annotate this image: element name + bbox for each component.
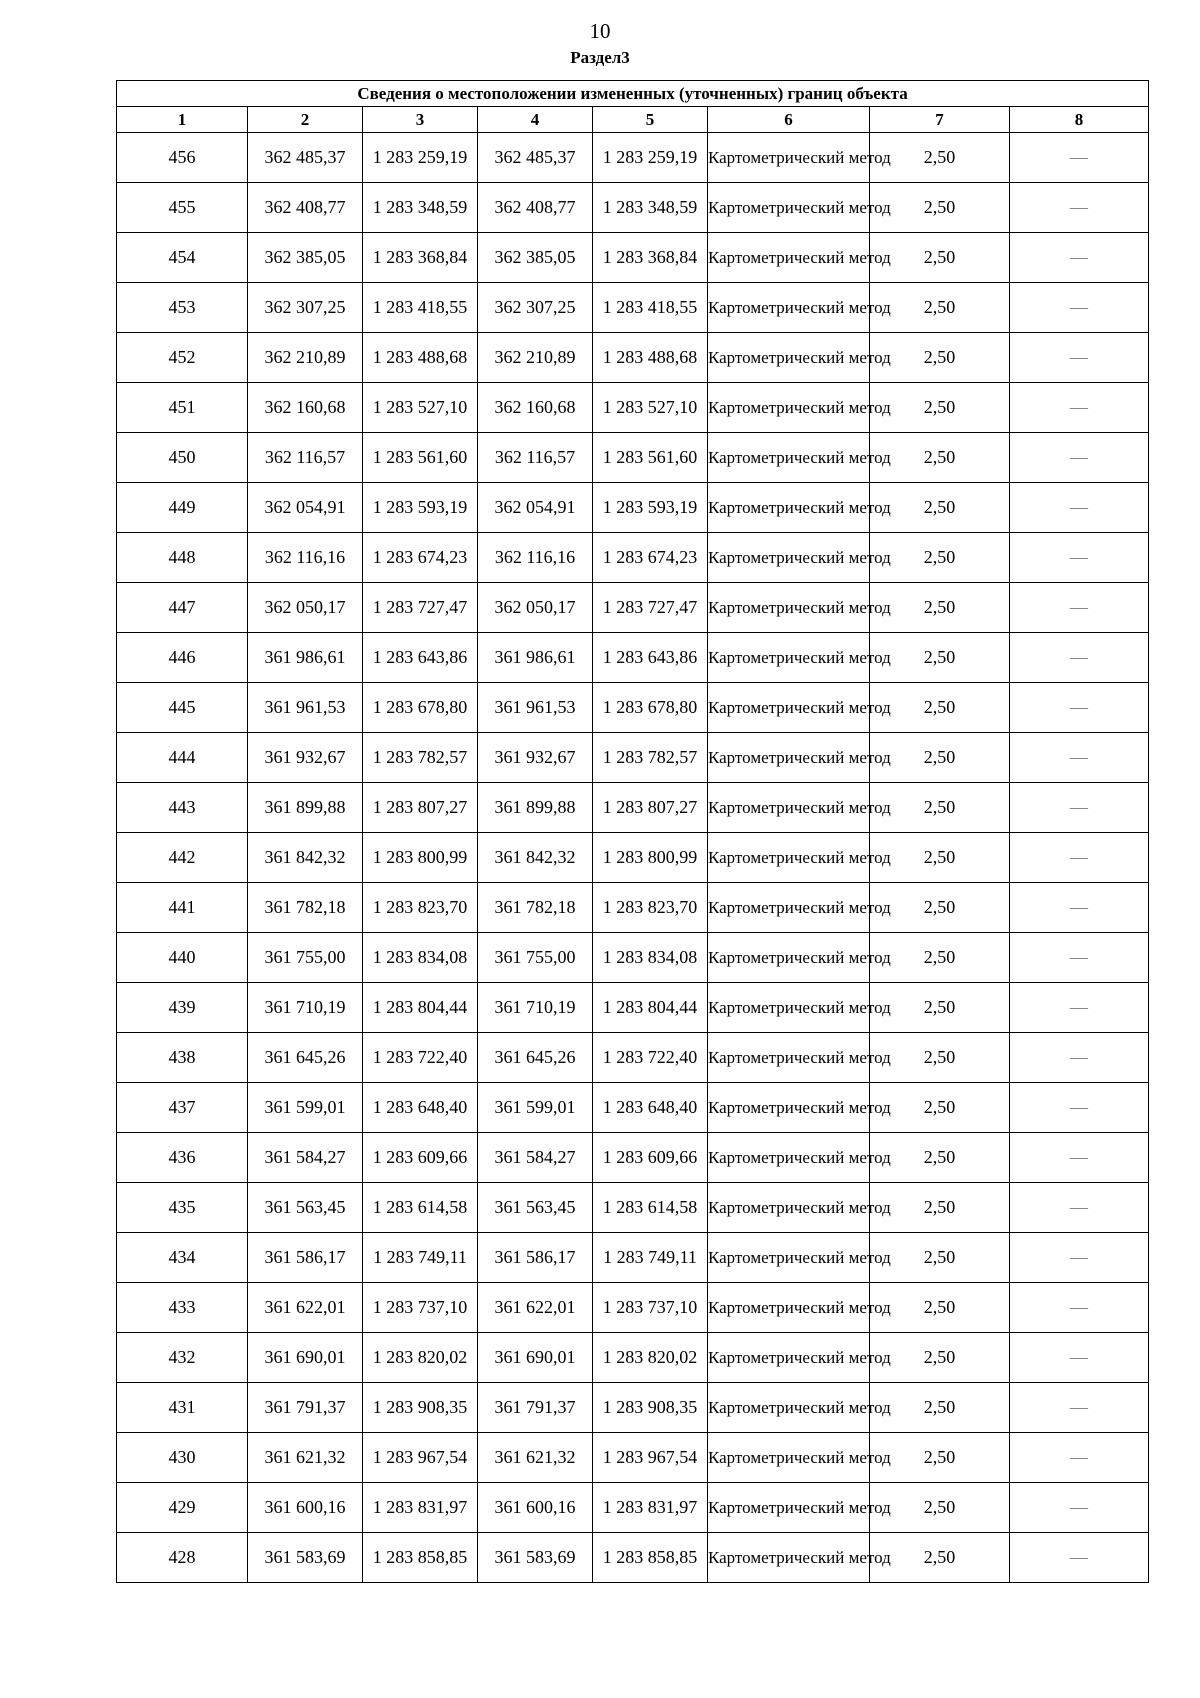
coordinate-y-cell: 1 283 834,08 bbox=[593, 933, 708, 983]
accuracy-cell: 2,50 bbox=[870, 833, 1010, 883]
coordinate-x-cell: 361 621,32 bbox=[248, 1433, 363, 1483]
table-caption-row bbox=[117, 81, 1149, 107]
coordinate-x-cell: 361 621,32 bbox=[478, 1433, 593, 1483]
coordinate-y-cell: 1 283 823,70 bbox=[593, 883, 708, 933]
method-cell: Картометрический метод bbox=[708, 533, 870, 583]
accuracy-cell: 2,50 bbox=[870, 1183, 1010, 1233]
method-cell: Картометрический метод bbox=[708, 1533, 870, 1583]
coordinate-y-cell: 1 283 782,57 bbox=[363, 733, 478, 783]
table-row bbox=[117, 1333, 1149, 1383]
method-cell: Картометрический метод bbox=[708, 383, 870, 433]
coordinate-y-cell: 1 283 678,80 bbox=[363, 683, 478, 733]
coordinate-x-cell: 362 054,91 bbox=[248, 483, 363, 533]
point-number-cell: 436 bbox=[117, 1133, 248, 1183]
table-row bbox=[117, 1433, 1149, 1483]
note-cell: — bbox=[1010, 283, 1149, 333]
point-number-cell: 456 bbox=[117, 133, 248, 183]
coordinate-y-cell: 1 283 782,57 bbox=[593, 733, 708, 783]
coordinate-x-cell: 361 586,17 bbox=[248, 1233, 363, 1283]
note-cell: — bbox=[1010, 633, 1149, 683]
method-cell: Картометрический метод bbox=[708, 683, 870, 733]
coordinate-y-cell: 1 283 800,99 bbox=[593, 833, 708, 883]
table-row bbox=[117, 183, 1149, 233]
point-number-cell: 454 bbox=[117, 233, 248, 283]
method-cell: Картометрический метод bbox=[708, 1383, 870, 1433]
coordinate-y-cell: 1 283 722,40 bbox=[363, 1033, 478, 1083]
note-cell: — bbox=[1010, 133, 1149, 183]
method-cell: Картометрический метод bbox=[708, 283, 870, 333]
table-row bbox=[117, 483, 1149, 533]
column-number: 1 bbox=[117, 107, 248, 133]
table-row bbox=[117, 533, 1149, 583]
note-cell: — bbox=[1010, 683, 1149, 733]
coordinate-x-cell: 361 961,53 bbox=[248, 683, 363, 733]
method-cell: Картометрический метод bbox=[708, 133, 870, 183]
point-number-cell: 442 bbox=[117, 833, 248, 883]
note-cell: — bbox=[1010, 1483, 1149, 1533]
method-cell: Картометрический метод bbox=[708, 783, 870, 833]
table-row bbox=[117, 1183, 1149, 1233]
method-cell: Картометрический метод bbox=[708, 1183, 870, 1233]
point-number-cell: 441 bbox=[117, 883, 248, 933]
accuracy-cell: 2,50 bbox=[870, 583, 1010, 633]
point-number-cell: 445 bbox=[117, 683, 248, 733]
column-number: 6 bbox=[708, 107, 870, 133]
table-caption: Сведения о местоположении измененных (уточненных) границ объекта bbox=[117, 81, 1149, 107]
method-cell: Картометрический метод bbox=[708, 1033, 870, 1083]
coordinate-y-cell: 1 283 908,35 bbox=[363, 1383, 478, 1433]
table-row bbox=[117, 1133, 1149, 1183]
coordinate-x-cell: 361 586,17 bbox=[478, 1233, 593, 1283]
point-number-cell: 440 bbox=[117, 933, 248, 983]
table-row bbox=[117, 1283, 1149, 1333]
coordinate-x-cell: 361 899,88 bbox=[478, 783, 593, 833]
accuracy-cell: 2,50 bbox=[870, 1483, 1010, 1533]
note-cell: — bbox=[1010, 1183, 1149, 1233]
note-cell: — bbox=[1010, 433, 1149, 483]
accuracy-cell: 2,50 bbox=[870, 733, 1010, 783]
note-cell: — bbox=[1010, 583, 1149, 633]
method-cell: Картометрический метод bbox=[708, 1483, 870, 1533]
accuracy-cell: 2,50 bbox=[870, 1033, 1010, 1083]
accuracy-cell: 2,50 bbox=[870, 1333, 1010, 1383]
coordinate-y-cell: 1 283 348,59 bbox=[593, 183, 708, 233]
note-cell: — bbox=[1010, 1233, 1149, 1283]
coordinate-x-cell: 362 054,91 bbox=[478, 483, 593, 533]
table-row bbox=[117, 1083, 1149, 1133]
coordinate-y-cell: 1 283 609,66 bbox=[593, 1133, 708, 1183]
column-number: 7 bbox=[870, 107, 1010, 133]
coordinate-y-cell: 1 283 820,02 bbox=[593, 1333, 708, 1383]
accuracy-cell: 2,50 bbox=[870, 283, 1010, 333]
point-number-cell: 432 bbox=[117, 1333, 248, 1383]
coordinate-x-cell: 362 116,57 bbox=[478, 433, 593, 483]
accuracy-cell: 2,50 bbox=[870, 1283, 1010, 1333]
coordinate-y-cell: 1 283 858,85 bbox=[363, 1533, 478, 1583]
coordinate-y-cell: 1 283 823,70 bbox=[363, 883, 478, 933]
note-cell: — bbox=[1010, 833, 1149, 883]
coordinate-x-cell: 361 986,61 bbox=[248, 633, 363, 683]
method-cell: Картометрический метод bbox=[708, 183, 870, 233]
table-row bbox=[117, 1033, 1149, 1083]
note-cell: — bbox=[1010, 383, 1149, 433]
point-number-cell: 449 bbox=[117, 483, 248, 533]
point-number-cell: 451 bbox=[117, 383, 248, 433]
coordinate-x-cell: 361 986,61 bbox=[478, 633, 593, 683]
coordinate-x-cell: 361 782,18 bbox=[478, 883, 593, 933]
table-row bbox=[117, 1483, 1149, 1533]
section-title: Раздел3 bbox=[570, 48, 630, 67]
coordinate-x-cell: 362 408,77 bbox=[478, 183, 593, 233]
coordinate-x-cell: 361 690,01 bbox=[248, 1333, 363, 1383]
coordinate-y-cell: 1 283 368,84 bbox=[593, 233, 708, 283]
point-number-cell: 438 bbox=[117, 1033, 248, 1083]
method-cell: Картометрический метод bbox=[708, 483, 870, 533]
coordinate-y-cell: 1 283 831,97 bbox=[363, 1483, 478, 1533]
method-cell: Картометрический метод bbox=[708, 983, 870, 1033]
table-row bbox=[117, 733, 1149, 783]
method-cell: Картометрический метод bbox=[708, 583, 870, 633]
coordinate-x-cell: 362 307,25 bbox=[478, 283, 593, 333]
note-cell: — bbox=[1010, 1033, 1149, 1083]
coordinate-x-cell: 361 791,37 bbox=[478, 1383, 593, 1433]
coordinate-y-cell: 1 283 674,23 bbox=[593, 533, 708, 583]
column-number: 2 bbox=[248, 107, 363, 133]
coordinate-y-cell: 1 283 527,10 bbox=[363, 383, 478, 433]
coordinate-y-cell: 1 283 348,59 bbox=[363, 183, 478, 233]
coordinate-x-cell: 362 160,68 bbox=[248, 383, 363, 433]
table-row bbox=[117, 1533, 1149, 1583]
coordinate-x-cell: 362 210,89 bbox=[478, 333, 593, 383]
coordinate-x-cell: 362 160,68 bbox=[478, 383, 593, 433]
point-number-cell: 429 bbox=[117, 1483, 248, 1533]
coordinate-y-cell: 1 283 858,85 bbox=[593, 1533, 708, 1583]
coordinate-y-cell: 1 283 488,68 bbox=[593, 333, 708, 383]
point-number-cell: 443 bbox=[117, 783, 248, 833]
coordinate-y-cell: 1 283 807,27 bbox=[363, 783, 478, 833]
accuracy-cell: 2,50 bbox=[870, 883, 1010, 933]
coordinate-x-cell: 361 599,01 bbox=[478, 1083, 593, 1133]
coordinate-y-cell: 1 283 527,10 bbox=[593, 383, 708, 433]
accuracy-cell: 2,50 bbox=[870, 933, 1010, 983]
accuracy-cell: 2,50 bbox=[870, 433, 1010, 483]
method-cell: Картометрический метод bbox=[708, 1283, 870, 1333]
accuracy-cell: 2,50 bbox=[870, 183, 1010, 233]
accuracy-cell: 2,50 bbox=[870, 483, 1010, 533]
table-row bbox=[117, 883, 1149, 933]
coordinate-x-cell: 361 584,27 bbox=[478, 1133, 593, 1183]
note-cell: — bbox=[1010, 233, 1149, 283]
coordinate-y-cell: 1 283 800,99 bbox=[363, 833, 478, 883]
table-row bbox=[117, 783, 1149, 833]
accuracy-cell: 2,50 bbox=[870, 233, 1010, 283]
coordinate-y-cell: 1 283 804,44 bbox=[593, 983, 708, 1033]
coordinate-x-cell: 361 842,32 bbox=[248, 833, 363, 883]
coordinate-x-cell: 362 385,05 bbox=[478, 233, 593, 283]
coordinate-y-cell: 1 283 967,54 bbox=[363, 1433, 478, 1483]
note-cell: — bbox=[1010, 1533, 1149, 1583]
accuracy-cell: 2,50 bbox=[870, 983, 1010, 1033]
accuracy-cell: 2,50 bbox=[870, 533, 1010, 583]
coordinate-x-cell: 361 755,00 bbox=[478, 933, 593, 983]
note-cell: — bbox=[1010, 333, 1149, 383]
coordinate-y-cell: 1 283 561,60 bbox=[363, 433, 478, 483]
coordinate-x-cell: 361 755,00 bbox=[248, 933, 363, 983]
coordinate-y-cell: 1 283 674,23 bbox=[363, 533, 478, 583]
coordinate-y-cell: 1 283 614,58 bbox=[593, 1183, 708, 1233]
coordinate-x-cell: 361 782,18 bbox=[248, 883, 363, 933]
table-row bbox=[117, 433, 1149, 483]
coordinate-x-cell: 362 116,16 bbox=[248, 533, 363, 583]
note-cell: — bbox=[1010, 983, 1149, 1033]
coordinate-x-cell: 362 307,25 bbox=[248, 283, 363, 333]
coordinate-x-cell: 362 485,37 bbox=[478, 133, 593, 183]
coordinate-y-cell: 1 283 749,11 bbox=[363, 1233, 478, 1283]
point-number-cell: 446 bbox=[117, 633, 248, 683]
point-number-cell: 434 bbox=[117, 1233, 248, 1283]
method-cell: Картометрический метод bbox=[708, 733, 870, 783]
accuracy-cell: 2,50 bbox=[870, 683, 1010, 733]
point-number-cell: 435 bbox=[117, 1183, 248, 1233]
coordinate-x-cell: 361 600,16 bbox=[248, 1483, 363, 1533]
point-number-cell: 428 bbox=[117, 1533, 248, 1583]
coordinate-x-cell: 361 710,19 bbox=[478, 983, 593, 1033]
method-cell: Картометрический метод bbox=[708, 1333, 870, 1383]
coordinate-y-cell: 1 283 648,40 bbox=[363, 1083, 478, 1133]
column-number: 8 bbox=[1010, 107, 1149, 133]
note-cell: — bbox=[1010, 733, 1149, 783]
point-number-cell: 453 bbox=[117, 283, 248, 333]
coordinate-y-cell: 1 283 831,97 bbox=[593, 1483, 708, 1533]
note-cell: — bbox=[1010, 933, 1149, 983]
coordinate-y-cell: 1 283 561,60 bbox=[593, 433, 708, 483]
accuracy-cell: 2,50 bbox=[870, 633, 1010, 683]
note-cell: — bbox=[1010, 783, 1149, 833]
point-number-cell: 450 bbox=[117, 433, 248, 483]
note-cell: — bbox=[1010, 533, 1149, 583]
coordinate-y-cell: 1 283 259,19 bbox=[593, 133, 708, 183]
accuracy-cell: 2,50 bbox=[870, 1233, 1010, 1283]
coordinate-y-cell: 1 283 593,19 bbox=[593, 483, 708, 533]
accuracy-cell: 2,50 bbox=[870, 133, 1010, 183]
method-cell: Картометрический метод bbox=[708, 1233, 870, 1283]
coordinate-y-cell: 1 283 804,44 bbox=[363, 983, 478, 1033]
point-number-cell: 448 bbox=[117, 533, 248, 583]
coordinate-y-cell: 1 283 418,55 bbox=[593, 283, 708, 333]
accuracy-cell: 2,50 bbox=[870, 333, 1010, 383]
coordinate-x-cell: 362 210,89 bbox=[248, 333, 363, 383]
note-cell: — bbox=[1010, 1083, 1149, 1133]
boundary-coordinates-table bbox=[116, 80, 1149, 1583]
note-cell: — bbox=[1010, 183, 1149, 233]
coordinate-x-cell: 361 599,01 bbox=[248, 1083, 363, 1133]
method-cell: Картометрический метод bbox=[708, 883, 870, 933]
table-row bbox=[117, 633, 1149, 683]
point-number-cell: 437 bbox=[117, 1083, 248, 1133]
coordinate-x-cell: 362 050,17 bbox=[248, 583, 363, 633]
table-row bbox=[117, 1383, 1149, 1433]
coordinate-x-cell: 361 645,26 bbox=[248, 1033, 363, 1083]
coordinate-x-cell: 362 485,37 bbox=[248, 133, 363, 183]
column-number: 4 bbox=[478, 107, 593, 133]
table-row bbox=[117, 683, 1149, 733]
coordinate-y-cell: 1 283 722,40 bbox=[593, 1033, 708, 1083]
table-row bbox=[117, 133, 1149, 183]
table-row bbox=[117, 333, 1149, 383]
point-number-cell: 439 bbox=[117, 983, 248, 1033]
coordinate-x-cell: 361 710,19 bbox=[248, 983, 363, 1033]
coordinate-x-cell: 361 932,67 bbox=[478, 733, 593, 783]
coordinate-y-cell: 1 283 488,68 bbox=[363, 333, 478, 383]
method-cell: Картометрический метод bbox=[708, 1083, 870, 1133]
coordinate-x-cell: 361 690,01 bbox=[478, 1333, 593, 1383]
point-number-cell: 431 bbox=[117, 1383, 248, 1433]
coordinate-x-cell: 361 622,01 bbox=[478, 1283, 593, 1333]
coordinate-x-cell: 361 842,32 bbox=[478, 833, 593, 883]
coordinate-y-cell: 1 283 593,19 bbox=[363, 483, 478, 533]
table-row bbox=[117, 1233, 1149, 1283]
method-cell: Картометрический метод bbox=[708, 1133, 870, 1183]
column-number: 5 bbox=[593, 107, 708, 133]
table-row bbox=[117, 933, 1149, 983]
note-cell: — bbox=[1010, 1433, 1149, 1483]
coordinate-y-cell: 1 283 908,35 bbox=[593, 1383, 708, 1433]
coordinate-x-cell: 361 899,88 bbox=[248, 783, 363, 833]
point-number-cell: 433 bbox=[117, 1283, 248, 1333]
note-cell: — bbox=[1010, 1283, 1149, 1333]
coordinate-y-cell: 1 283 368,84 bbox=[363, 233, 478, 283]
note-cell: — bbox=[1010, 483, 1149, 533]
method-cell: Картометрический метод bbox=[708, 333, 870, 383]
method-cell: Картометрический метод bbox=[708, 433, 870, 483]
accuracy-cell: 2,50 bbox=[870, 783, 1010, 833]
accuracy-cell: 2,50 bbox=[870, 1133, 1010, 1183]
column-numbers-row bbox=[117, 107, 1149, 133]
note-cell: — bbox=[1010, 1133, 1149, 1183]
coordinate-y-cell: 1 283 643,86 bbox=[363, 633, 478, 683]
page-number: 10 bbox=[589, 19, 611, 43]
point-number-cell: 447 bbox=[117, 583, 248, 633]
coordinate-y-cell: 1 283 807,27 bbox=[593, 783, 708, 833]
coordinate-x-cell: 361 932,67 bbox=[248, 733, 363, 783]
coordinate-y-cell: 1 283 834,08 bbox=[363, 933, 478, 983]
method-cell: Картометрический метод bbox=[708, 933, 870, 983]
method-cell: Картометрический метод bbox=[708, 833, 870, 883]
coordinate-x-cell: 361 645,26 bbox=[478, 1033, 593, 1083]
coordinate-y-cell: 1 283 678,80 bbox=[593, 683, 708, 733]
note-cell: — bbox=[1010, 1383, 1149, 1433]
coordinate-y-cell: 1 283 614,58 bbox=[363, 1183, 478, 1233]
coordinate-y-cell: 1 283 967,54 bbox=[593, 1433, 708, 1483]
coordinate-x-cell: 361 791,37 bbox=[248, 1383, 363, 1433]
coordinate-x-cell: 361 563,45 bbox=[478, 1183, 593, 1233]
coordinate-y-cell: 1 283 609,66 bbox=[363, 1133, 478, 1183]
accuracy-cell: 2,50 bbox=[870, 1433, 1010, 1483]
coordinate-x-cell: 361 584,27 bbox=[248, 1133, 363, 1183]
coordinate-x-cell: 362 408,77 bbox=[248, 183, 363, 233]
table-row bbox=[117, 233, 1149, 283]
method-cell: Картометрический метод bbox=[708, 633, 870, 683]
coordinate-x-cell: 361 622,01 bbox=[248, 1283, 363, 1333]
accuracy-cell: 2,50 bbox=[870, 1383, 1010, 1433]
coordinate-y-cell: 1 283 737,10 bbox=[363, 1283, 478, 1333]
coordinate-y-cell: 1 283 749,11 bbox=[593, 1233, 708, 1283]
coordinate-y-cell: 1 283 727,47 bbox=[593, 583, 708, 633]
table-row bbox=[117, 833, 1149, 883]
method-cell: Картометрический метод bbox=[708, 233, 870, 283]
coordinate-y-cell: 1 283 727,47 bbox=[363, 583, 478, 633]
point-number-cell: 452 bbox=[117, 333, 248, 383]
coordinate-x-cell: 362 050,17 bbox=[478, 583, 593, 633]
table-row bbox=[117, 383, 1149, 433]
coordinate-x-cell: 362 116,16 bbox=[478, 533, 593, 583]
coordinate-x-cell: 361 961,53 bbox=[478, 683, 593, 733]
point-number-cell: 444 bbox=[117, 733, 248, 783]
coordinate-y-cell: 1 283 643,86 bbox=[593, 633, 708, 683]
coordinate-x-cell: 361 583,69 bbox=[248, 1533, 363, 1583]
coordinate-y-cell: 1 283 259,19 bbox=[363, 133, 478, 183]
method-cell: Картометрический метод bbox=[708, 1433, 870, 1483]
point-number-cell: 455 bbox=[117, 183, 248, 233]
coordinate-x-cell: 362 116,57 bbox=[248, 433, 363, 483]
accuracy-cell: 2,50 bbox=[870, 1083, 1010, 1133]
coordinate-x-cell: 362 385,05 bbox=[248, 233, 363, 283]
table-row bbox=[117, 983, 1149, 1033]
table-row bbox=[117, 283, 1149, 333]
point-number-cell: 430 bbox=[117, 1433, 248, 1483]
coordinate-x-cell: 361 583,69 bbox=[478, 1533, 593, 1583]
coordinate-y-cell: 1 283 418,55 bbox=[363, 283, 478, 333]
note-cell: — bbox=[1010, 1333, 1149, 1383]
coordinate-y-cell: 1 283 648,40 bbox=[593, 1083, 708, 1133]
table-body bbox=[117, 133, 1149, 1583]
table-row bbox=[117, 583, 1149, 633]
coordinate-y-cell: 1 283 820,02 bbox=[363, 1333, 478, 1383]
accuracy-cell: 2,50 bbox=[870, 383, 1010, 433]
coordinate-x-cell: 361 600,16 bbox=[478, 1483, 593, 1533]
coordinate-y-cell: 1 283 737,10 bbox=[593, 1283, 708, 1333]
accuracy-cell: 2,50 bbox=[870, 1533, 1010, 1583]
coordinate-x-cell: 361 563,45 bbox=[248, 1183, 363, 1233]
note-cell: — bbox=[1010, 883, 1149, 933]
column-number: 3 bbox=[363, 107, 478, 133]
